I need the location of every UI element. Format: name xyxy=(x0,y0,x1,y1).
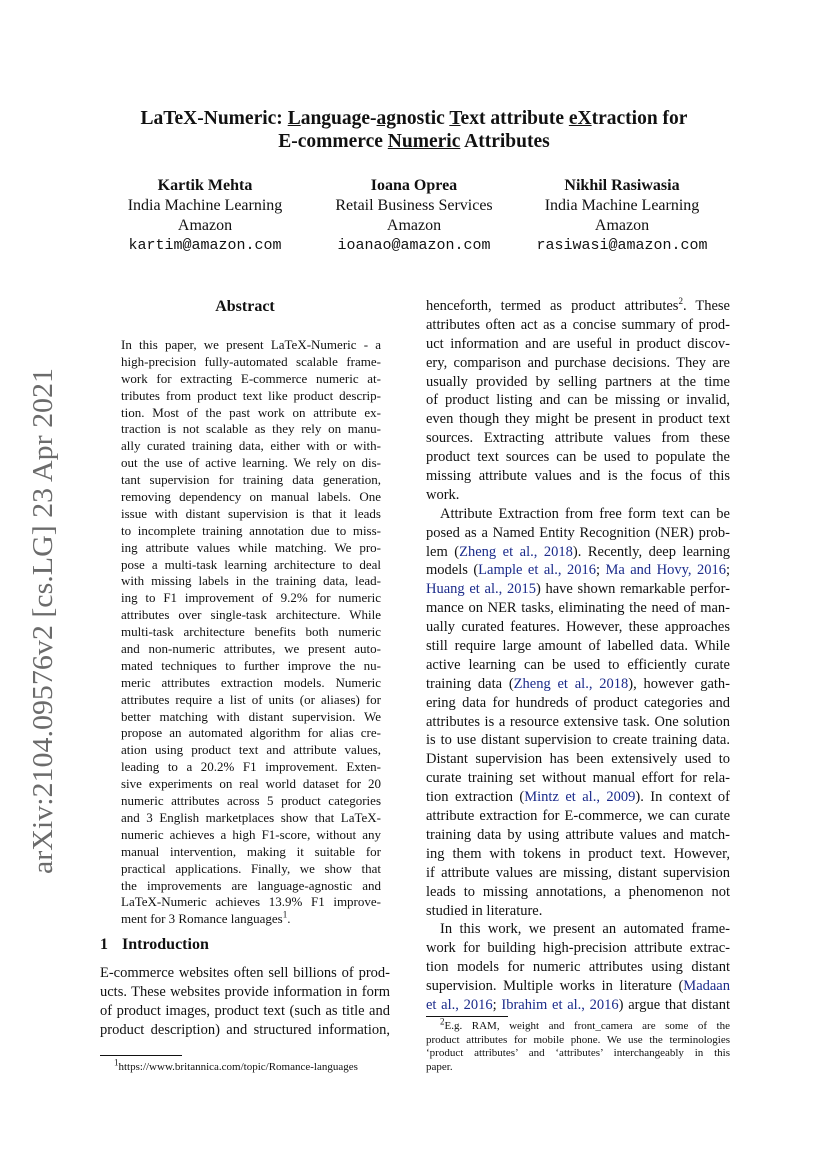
author-3 xyxy=(517,176,727,256)
body-line: curate training set without manual effort for rela- xyxy=(426,770,730,787)
footnote-line: paper. xyxy=(426,1060,453,1073)
abstract-line: and 3 English marketplaces show that LaTeX- xyxy=(121,809,381,825)
left-column xyxy=(100,297,390,928)
footnote-1 xyxy=(114,1057,404,1075)
body-line: In this work, we present an automated frame- xyxy=(440,921,730,938)
body-line: training data by using attribute values and match- xyxy=(426,826,730,843)
author-1 xyxy=(100,176,310,256)
body-line: still require large amount of labelled data. While xyxy=(426,638,730,655)
citation-link[interactable]: Zheng et al., 2018 xyxy=(459,543,573,560)
abstract-line: numeric achieves a high F1-score, without any xyxy=(121,826,381,842)
body-line: of product images, product text (such as title and xyxy=(100,1002,390,1019)
abstract-line: removing dependency on manual labels. One xyxy=(121,489,381,505)
body-line: work for building high-precision attribute extrac- xyxy=(426,940,730,957)
abstract-line: In this paper, we present LaTeX-Numeric - a xyxy=(121,337,381,352)
abstract-body xyxy=(100,337,390,928)
abstract-line: better matching with distant supervision. We xyxy=(121,708,381,724)
body-line: studied in literature. xyxy=(426,902,543,919)
abstract-line: tributes from product text like product descrip- xyxy=(121,387,381,403)
author-email: rasiwasi@amazon.com xyxy=(536,237,708,254)
body-line: uct information and are useful in product discov- xyxy=(426,335,730,352)
arxiv-identifier xyxy=(16,366,64,874)
abstract-line: practical applications. Finally, we show that xyxy=(121,860,381,876)
body-line: lem (Zheng et al., 2018). Recently, deep learning xyxy=(426,543,730,560)
abstract-line: sive experiments on real world dataset for 20 xyxy=(121,776,381,792)
body-line: tion models for numeric attributes using distant xyxy=(426,959,730,976)
body-line: usually provided by selling partners at the time xyxy=(426,373,730,390)
abstract-line: traction is not scalable as they rely on manu- xyxy=(121,421,381,437)
body-line: supervision. Multiple works in literature (Madaan xyxy=(426,978,730,995)
footnote-mark: 1 xyxy=(114,1057,119,1068)
body-line: mance on NER tasks, eliminating the need of man- xyxy=(426,600,730,617)
footnote-line: ‘product attributes’ and ‘attributes’ interchangeably in this xyxy=(426,1047,730,1059)
author-name: Kartik Mehta xyxy=(157,177,253,194)
abstract-line: pose a multi-task learning architecture to deal xyxy=(121,556,381,572)
body-line: E-commerce websites often sell billions of prod- xyxy=(100,965,390,981)
author-email: ioanao@amazon.com xyxy=(337,237,491,254)
body-line: attributes is a resource extensive task. One solution xyxy=(426,713,730,730)
citation-link[interactable]: Huang et al., 2015 xyxy=(426,581,536,598)
section-number: 1 xyxy=(100,936,108,953)
footnote-ref[interactable]: 2 xyxy=(678,296,683,307)
author-affiliation: India Machine Learning xyxy=(127,197,283,214)
body-line: Distant supervision has been extensively used to xyxy=(426,751,730,768)
paper-title xyxy=(100,107,728,153)
body-line: is to use distant supervision to create training data. xyxy=(426,732,730,749)
abstract-line: to incomplete training annotation due to miss- xyxy=(121,522,381,538)
citation-link[interactable]: Ibrahim et al., 2016 xyxy=(501,996,619,1013)
citation-link[interactable]: Mintz et al., 2009 xyxy=(524,789,636,806)
body-line: missing attribute values and is the focus of this xyxy=(426,468,730,485)
abstract-line: the improvements are language-agnostic and xyxy=(121,877,381,893)
body-line: of product listing and can be missing or invalid, xyxy=(426,392,730,409)
body-line: training data (Zheng et al., 2018), however gath- xyxy=(426,675,730,692)
citation-link[interactable]: Zheng et al., 2018 xyxy=(513,675,629,692)
body-line: attribute extraction for E-commerce, we can curate xyxy=(426,808,730,825)
citation-link[interactable]: Ma and Hovy, 2016 xyxy=(605,562,726,579)
footnote-rule xyxy=(426,1016,508,1017)
author-2 xyxy=(309,176,519,256)
abstract-line: issue with distant supervision is that it leads xyxy=(121,505,381,521)
abstract-line: propose an automated algorithm for alias cre- xyxy=(121,725,381,741)
body-line: even though they might be present in product text xyxy=(426,411,730,428)
footnote-rule xyxy=(100,1055,182,1056)
section-heading-introduction xyxy=(100,935,209,955)
author-org: Amazon xyxy=(386,217,442,234)
body-line: product description) and structured information, xyxy=(100,1021,390,1038)
body-line: work. xyxy=(426,486,460,503)
arxiv-identifier-text: arXiv:2104.09576v2 [cs.LG] 23 Apr 2021 xyxy=(27,384,59,874)
abstract-line: attributes require a list of units (or aliases) for xyxy=(121,691,381,707)
footnote-2: $^2$E.g. RAM, weight and front_camera are some of the product attributes for mobile phone. We use the terminologies ‘product attributes’ and ‘attributes’ interchangeably in this paper. xyxy=(426,1016,730,1073)
abstract-line: out the use of active learning. We rely on dis- xyxy=(121,455,381,471)
author-name: Nikhil Rasiwasia xyxy=(564,177,680,194)
right-column xyxy=(426,297,730,1015)
body-line: Attribute Extraction from free form text can be xyxy=(440,505,730,522)
abstract-line: with missing labels in the training data, lead- xyxy=(121,573,381,589)
body-line: tion extraction (Mintz et al., 2009). In context of xyxy=(426,789,730,806)
abstract-line: and non-numeric attributes, we present auto- xyxy=(121,641,381,657)
author-name: Ioana Oprea xyxy=(370,177,458,194)
author-org: Amazon xyxy=(177,217,233,234)
abstract-line: LaTeX-Numeric achieves 13.9% F1 improve- xyxy=(121,894,381,910)
body-line: Huang et al., 2015) have shown remarkable perfor- xyxy=(426,581,730,598)
abstract-line: work for extracting E-commerce numeric at- xyxy=(121,370,381,386)
author-email: kartim@amazon.com xyxy=(128,237,282,254)
body-line: ering data for hundreds of product categories and xyxy=(426,694,730,711)
title-line-1: LaTeX-Numeric: Language-agnostic Text attribute eXtraction for xyxy=(140,108,688,129)
body-line: ery, comparison and purchase decisions. They are xyxy=(426,354,730,371)
abstract-line: tant supervision for training data generation, xyxy=(121,472,381,488)
abstract-line: meric attributes extraction models. Numeric xyxy=(121,674,381,690)
body-line: ucts. These websites provide information in form xyxy=(100,983,390,1000)
footnote-1-url[interactable]: https://www.britannica.com/topic/Romance-languages xyxy=(118,1061,358,1073)
body-line: active learning can be used to efficiently curate xyxy=(426,656,730,673)
footnote-ref[interactable]: 1 xyxy=(282,909,288,920)
section-title: Introduction xyxy=(122,936,209,953)
abstract-line: attributes over single-task architecture. While xyxy=(121,607,381,623)
citation-link[interactable]: Lample et al., 2016 xyxy=(478,562,596,579)
author-affiliation: India Machine Learning xyxy=(544,197,700,214)
abstract-line: multi-task architecture benefits both numeric xyxy=(121,624,381,640)
abstract-heading: Abstract xyxy=(215,298,275,315)
abstract-line: tion. Most of the past work on attribute ex- xyxy=(121,404,381,420)
body-line: posed as a Named Entity Recognition (NER) prob- xyxy=(426,524,730,541)
citation-link[interactable]: Madaan xyxy=(683,978,730,995)
abstract-line: leading to a 20.2% F1 improvement. Exten- xyxy=(121,759,381,775)
abstract-line: manual intervention, making it suitable for xyxy=(121,843,381,859)
body-line: henceforth, termed as product attributes$^2$. These xyxy=(426,296,730,314)
abstract-line: numeric attributes across 5 product categories xyxy=(121,793,381,809)
author-affiliation: Retail Business Services xyxy=(335,197,493,214)
footnote-line: product attributes for mobile phone. We use the terminologies xyxy=(426,1033,730,1046)
abstract-line: ment for 3 Romance languages$^1$. xyxy=(121,909,291,927)
abstract-line: ing attribute values while matching. We pro- xyxy=(121,539,381,555)
body-line: sources. Extracting attribute values from these xyxy=(426,430,730,447)
footnote-mark: 2 xyxy=(440,1016,445,1027)
body-line: product text sources can be used to populate the xyxy=(426,449,730,466)
abstract-line: mated techniques to further improve the nu- xyxy=(121,657,381,673)
abstract-line: high-precision fully-automated scalable frame- xyxy=(121,353,381,369)
title-line-2: E-commerce Numeric Attributes xyxy=(278,131,550,152)
body-line: if attribute values are missing, distant supervision xyxy=(426,864,730,881)
citation-link[interactable]: et al., 2016 xyxy=(426,996,493,1013)
abstract-line: ally curated training data, either with or with- xyxy=(121,438,381,454)
body-line: ually curated features. However, these approaches xyxy=(426,619,730,636)
body-line: et al., 2016; Ibrahim et al., 2016) argue that distant xyxy=(426,996,730,1013)
body-line: attributes often act as a concise summary of prod- xyxy=(426,316,730,333)
abstract-line: ation using product text and attribute values, xyxy=(121,742,381,758)
body-line: leads to missing annotations, a phenomenon not xyxy=(426,883,730,900)
body-line: models (Lample et al., 2016; Ma and Hovy, 2016; xyxy=(426,562,731,579)
introduction-body-left xyxy=(100,964,390,1040)
abstract-line: ing to F1 improvement of 9.2% for numeric xyxy=(121,590,381,606)
author-org: Amazon xyxy=(594,217,650,234)
body-line: ing them with tokens in product text. However, xyxy=(426,845,730,862)
